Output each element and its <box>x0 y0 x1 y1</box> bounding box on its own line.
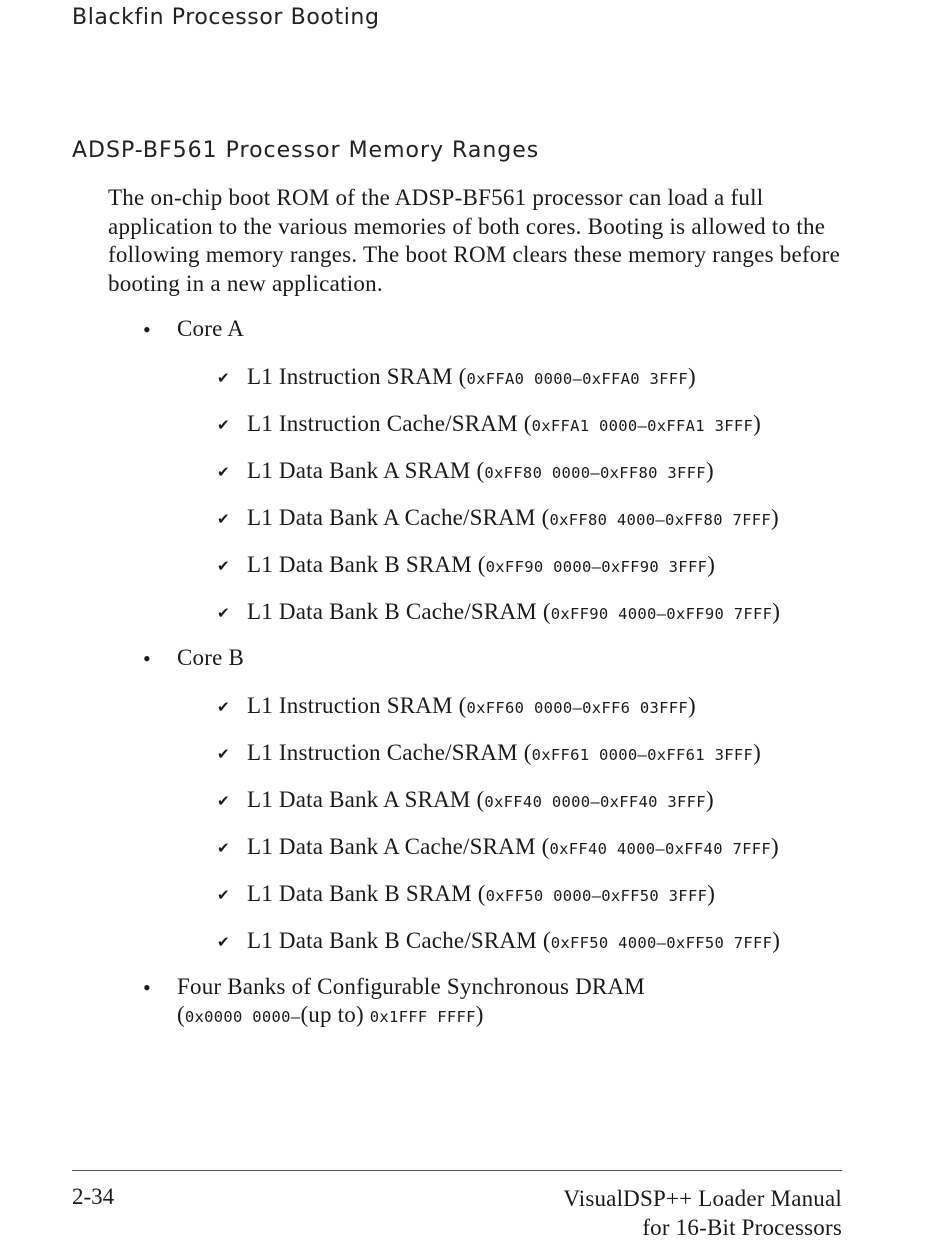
manual-title-line: for 16-Bit Processors <box>642 1215 842 1240</box>
section-heading: ADSP-BF561 Processor Memory Ranges <box>72 138 540 163</box>
sdram-range-start: 0x0000 0000– <box>184 1008 301 1026</box>
memory-name: L1 Instruction Cache/SRAM <box>247 411 518 436</box>
check-icon: ✔ <box>217 557 230 575</box>
memory-range-item: L1 Instruction Cache/SRAM (0xFF61 0000–0xFF61 3FFF) <box>247 740 761 765</box>
memory-name: L1 Data Bank B SRAM <box>247 881 472 906</box>
manual-title <box>563 1184 842 1242</box>
memory-range-item: L1 Data Bank B SRAM (0xFF90 0000–0xFF90 3FFF) <box>247 552 716 577</box>
check-icon: ✔ <box>217 463 230 481</box>
memory-address-range: 0xFF40 0000–0xFF40 3FFF <box>484 793 706 811</box>
memory-name: L1 Instruction SRAM <box>247 693 453 718</box>
sdram-range: (0x0000 0000–(up to) 0x1FFF FFFF) <box>177 1002 484 1027</box>
memory-name: L1 Data Bank B Cache/SRAM <box>247 928 537 953</box>
memory-address-range: 0xFF80 4000–0xFF80 7FFF <box>549 511 771 529</box>
sdram-range-end: 0x1FFF FFFF <box>369 1008 476 1026</box>
memory-address-range: 0xFF61 0000–0xFF61 3FFF <box>531 746 754 764</box>
memory-name: L1 Data Bank B Cache/SRAM <box>247 599 537 624</box>
bullet-icon: • <box>143 975 151 1000</box>
check-icon: ✔ <box>217 745 230 763</box>
core-a-heading: Core A <box>177 316 244 341</box>
running-head: Blackfin Processor Booting <box>72 5 380 30</box>
memory-range-item: L1 Data Bank B SRAM (0xFF50 0000–0xFF50 3FFF) <box>247 881 716 906</box>
check-icon: ✔ <box>217 416 230 434</box>
memory-range-item: L1 Data Bank A Cache/SRAM (0xFF80 4000–0xFF80 7FFF) <box>247 505 779 530</box>
memory-range-item: L1 Data Bank A Cache/SRAM (0xFF40 4000–0xFF40 7FFF) <box>247 834 779 859</box>
memory-address-range: 0xFF60 0000–0xFF6 03FFF <box>466 699 689 717</box>
check-icon: ✔ <box>217 510 230 528</box>
memory-name: L1 Instruction Cache/SRAM <box>247 740 518 765</box>
check-icon: ✔ <box>217 369 230 387</box>
core-b-heading: Core B <box>177 645 244 670</box>
check-icon: ✔ <box>217 839 230 857</box>
memory-range-item: L1 Instruction Cache/SRAM (0xFFA1 0000–0xFFA1 3FFF) <box>247 411 761 436</box>
footer-divider <box>72 1170 842 1171</box>
memory-range-item: L1 Data Bank B Cache/SRAM (0xFF50 4000–0xFF50 7FFF) <box>247 928 781 953</box>
memory-address-range: 0xFF40 4000–0xFF40 7FFF <box>549 840 771 858</box>
memory-address-range: 0xFF50 4000–0xFF50 7FFF <box>550 934 773 952</box>
manual-title-line: VisualDSP++ Loader Manual <box>563 1186 842 1211</box>
memory-range-item: L1 Instruction SRAM (0xFF60 0000–0xFF6 03FFF) <box>247 693 696 718</box>
memory-range-item: L1 Data Bank A SRAM (0xFF80 0000–0xFF80 3FFF) <box>247 458 714 483</box>
check-icon: ✔ <box>217 698 230 716</box>
memory-range-item: L1 Instruction SRAM (0xFFA0 0000–0xFFA0 3FFF) <box>247 364 696 389</box>
memory-name: L1 Data Bank A SRAM <box>247 787 471 812</box>
check-icon: ✔ <box>217 886 230 904</box>
memory-name: L1 Instruction SRAM <box>247 364 453 389</box>
bullet-icon: • <box>143 646 151 671</box>
page-number: 2-34 <box>72 1184 115 1209</box>
check-icon: ✔ <box>217 792 230 810</box>
check-icon: ✔ <box>217 933 230 951</box>
memory-range-item: L1 Data Bank B Cache/SRAM (0xFF90 4000–0xFF90 7FFF) <box>247 599 781 624</box>
memory-range-item: L1 Data Bank A SRAM (0xFF40 0000–0xFF40 3FFF) <box>247 787 714 812</box>
memory-address-range: 0xFF50 0000–0xFF50 3FFF <box>485 887 708 905</box>
sdram-range-upto: (up to) <box>300 1002 364 1027</box>
memory-name: L1 Data Bank B SRAM <box>247 552 472 577</box>
memory-address-range: 0xFF90 0000–0xFF90 3FFF <box>485 558 708 576</box>
memory-address-range: 0xFFA1 0000–0xFFA1 3FFF <box>531 417 754 435</box>
memory-address-range: 0xFF90 4000–0xFF90 7FFF <box>550 605 773 623</box>
memory-address-range: 0xFFA0 0000–0xFFA0 3FFF <box>466 370 689 388</box>
bullet-icon: • <box>143 317 151 342</box>
memory-name: L1 Data Bank A Cache/SRAM <box>247 834 536 859</box>
check-icon: ✔ <box>217 604 230 622</box>
sdram-heading: Four Banks of Configurable Synchronous DRAM <box>177 974 645 999</box>
memory-address-range: 0xFF80 0000–0xFF80 3FFF <box>484 464 706 482</box>
intro-paragraph: The on-chip boot ROM of the ADSP-BF561 processor can load a full application to the various memories of both cores. Booting is allowed to the following memory ranges. The boot ROM clears these memory ranges before booting in a new application. <box>108 185 841 296</box>
memory-name: L1 Data Bank A Cache/SRAM <box>247 505 536 530</box>
memory-name: L1 Data Bank A SRAM <box>247 458 471 483</box>
